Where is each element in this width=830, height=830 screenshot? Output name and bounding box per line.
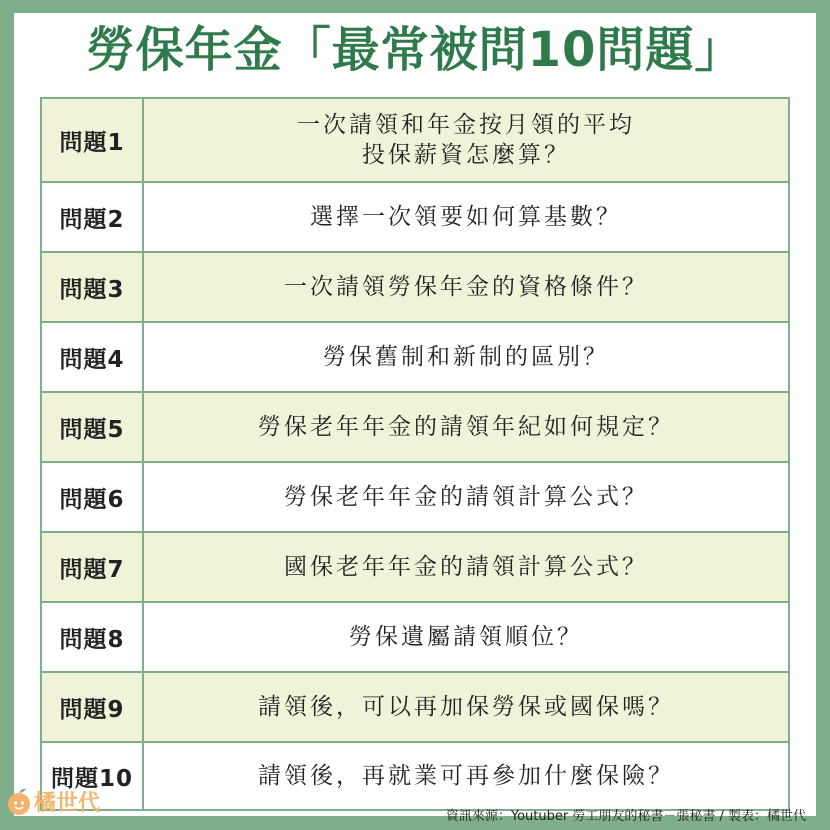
question-number: 問題5 <box>42 393 144 461</box>
question-text: 一次請領和年金按月領的平均 投保薪資怎麼算？ <box>297 112 635 168</box>
question-text: 勞保老年年金的請領計算公式？ <box>284 484 648 510</box>
question-number: 問題2 <box>42 183 144 251</box>
question-number: 問題6 <box>42 463 144 531</box>
brand-logo <box>6 786 100 817</box>
question-text: 請領後，可以再加保勞保或國保嗎？ <box>258 694 674 720</box>
questions-table <box>40 97 790 811</box>
question-text: 國保老年年金的請領計算公式？ <box>284 554 648 580</box>
question-text: 勞保老年年金的請領年紀如何規定？ <box>258 414 674 440</box>
question-text: 勞保遺屬請領順位？ <box>349 624 583 650</box>
question-number: 問題7 <box>42 533 144 601</box>
orange-icon <box>6 787 32 817</box>
question-number: 問題9 <box>42 673 144 741</box>
question-text: 請領後，再就業可再參加什麼保險？ <box>258 763 674 789</box>
question-text: 選擇一次領要如何算基數？ <box>310 204 622 230</box>
question-number: 問題4 <box>42 323 144 391</box>
question-number: 問題1 <box>42 99 144 181</box>
table-row <box>42 603 788 673</box>
question-number: 問題8 <box>42 603 144 671</box>
question-text: 勞保舊制和新制的區別？ <box>323 344 609 370</box>
source-credit: 資訊來源：Youtuber 勞工朋友的秘書－張秘書 / 製表：橘世代 <box>445 809 806 824</box>
table-row <box>42 323 788 393</box>
table-row <box>42 393 788 463</box>
logo-text: 橘世代 <box>34 791 101 816</box>
table-row <box>42 463 788 533</box>
table-row <box>42 673 788 743</box>
question-number: 問題10 <box>42 743 144 809</box>
table-row <box>42 253 788 323</box>
table-row <box>42 533 788 603</box>
question-number: 問題3 <box>42 253 144 321</box>
question-text: 一次請領勞保年金的資格條件？ <box>284 274 648 300</box>
table-row <box>42 743 788 809</box>
page-title: 勞保年金「最常被問10問題」 <box>86 22 744 78</box>
table-row <box>42 183 788 253</box>
table-row <box>42 99 788 183</box>
